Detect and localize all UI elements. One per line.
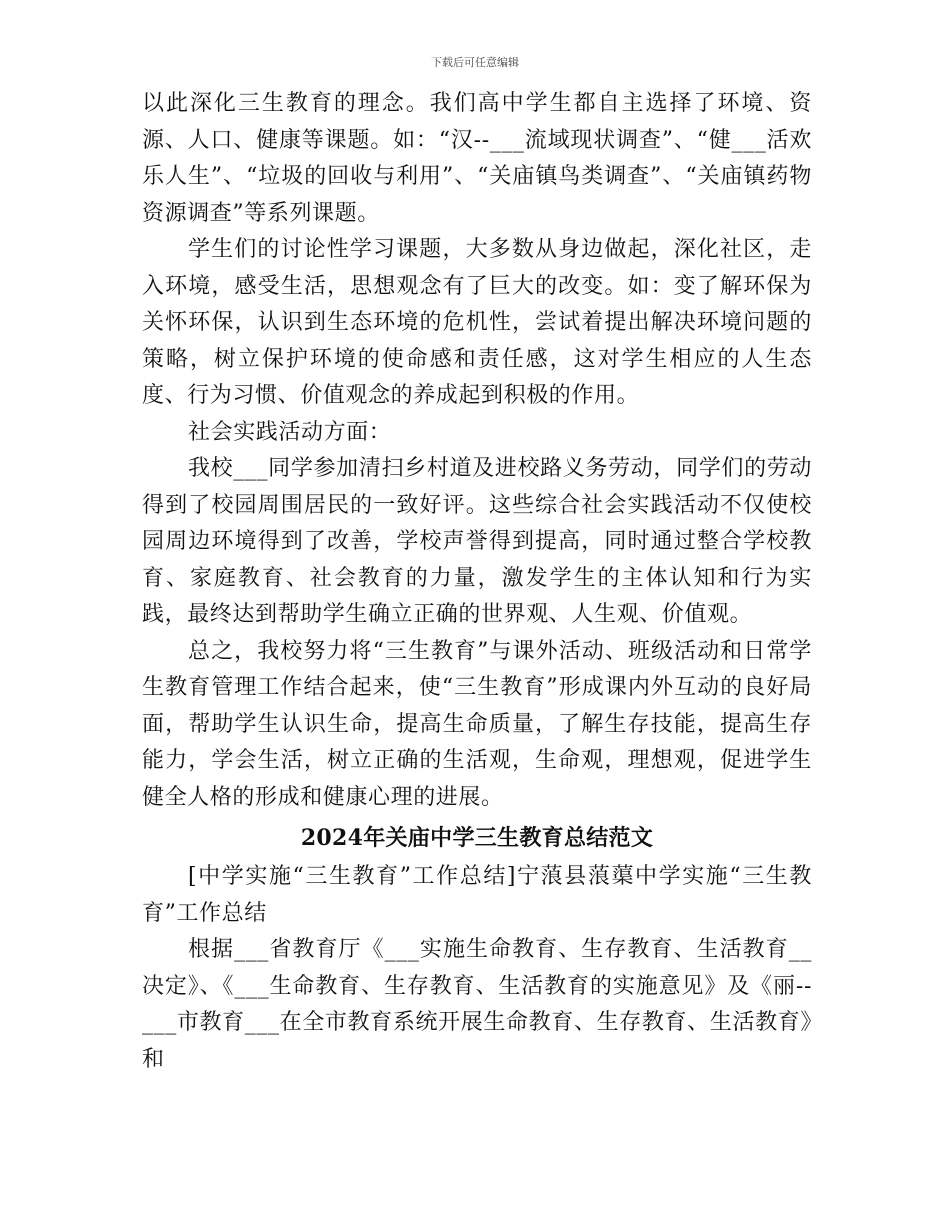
page-header: 下载后可任意编辑 bbox=[431, 56, 519, 69]
paragraph-5: 总之，我校努力将“三生教育”与课外活动、班级活动和日常学生教育管理工作结合起来，使“三生教育”形成课内外互动的良好局面，帮助学生认识生命，提高生命质量，了解生存技能，提高生存能力，学会生活，树立正确的生活观，生命观，理想观，促进学生健全人格的形成和健康心理的进展。 bbox=[142, 638, 812, 810]
paragraph-6: [中学实施“三生教育”工作总结]宁蒗县蒗蕖中学实施“三生教育”工作总结 bbox=[142, 864, 812, 926]
paragraph-1: 以此深化三生教育的理念。我们高中学生都自主选择了环境、资源、人口、健康等课题。如：“汉--___流域现状调查”、“健___活欢乐人生”、“垃圾的回收与利用”、“关庙镇鸟类调查”、“关庙镇药物资源调查”等系列课题。 bbox=[142, 91, 812, 226]
paragraph-7: 根据___省教育厅《___实施生命教育、生存教育、生活教育__决定》、《___生命教育、生存教育、生活教育的实施意见》及《丽--___市教育___在全市教育系统开展生命教育、生存教育、生活教育》和 bbox=[142, 937, 812, 1072]
paragraph-4: 我校___同学参加清扫乡村道及进校路义务劳动，同学们的劳动得到了校园周围居民的一致好评。这些综合社会实践活动不仅使校园周边环境得到了改善，学校声誉得到提高，同时通过整合学校教育、家庭教育、社会教育的力量，激发学生的主体认知和行为实践，最终达到帮助学生确立正确的世界观、人生观、价值观。 bbox=[142, 456, 812, 627]
paragraph-3: 社会实践活动方面： bbox=[188, 419, 392, 445]
document-body bbox=[142, 86, 812, 1078]
paragraph-2: 学生们的讨论性学习课题，大多数从身边做起，深化社区，走入环境，感受生活，思想观念有了巨大的改变。如：变了解环保为关怀环保，认识到生态环境的危机性，尝试着提出解决环境问题的策略，树立保护环境的使命感和责任感，这对学生相应的人生态度、行为习惯、价值观念的养成起到积极的作用。 bbox=[142, 237, 812, 408]
section-title: 2024年关庙中学三生教育总结范文 bbox=[300, 825, 654, 851]
